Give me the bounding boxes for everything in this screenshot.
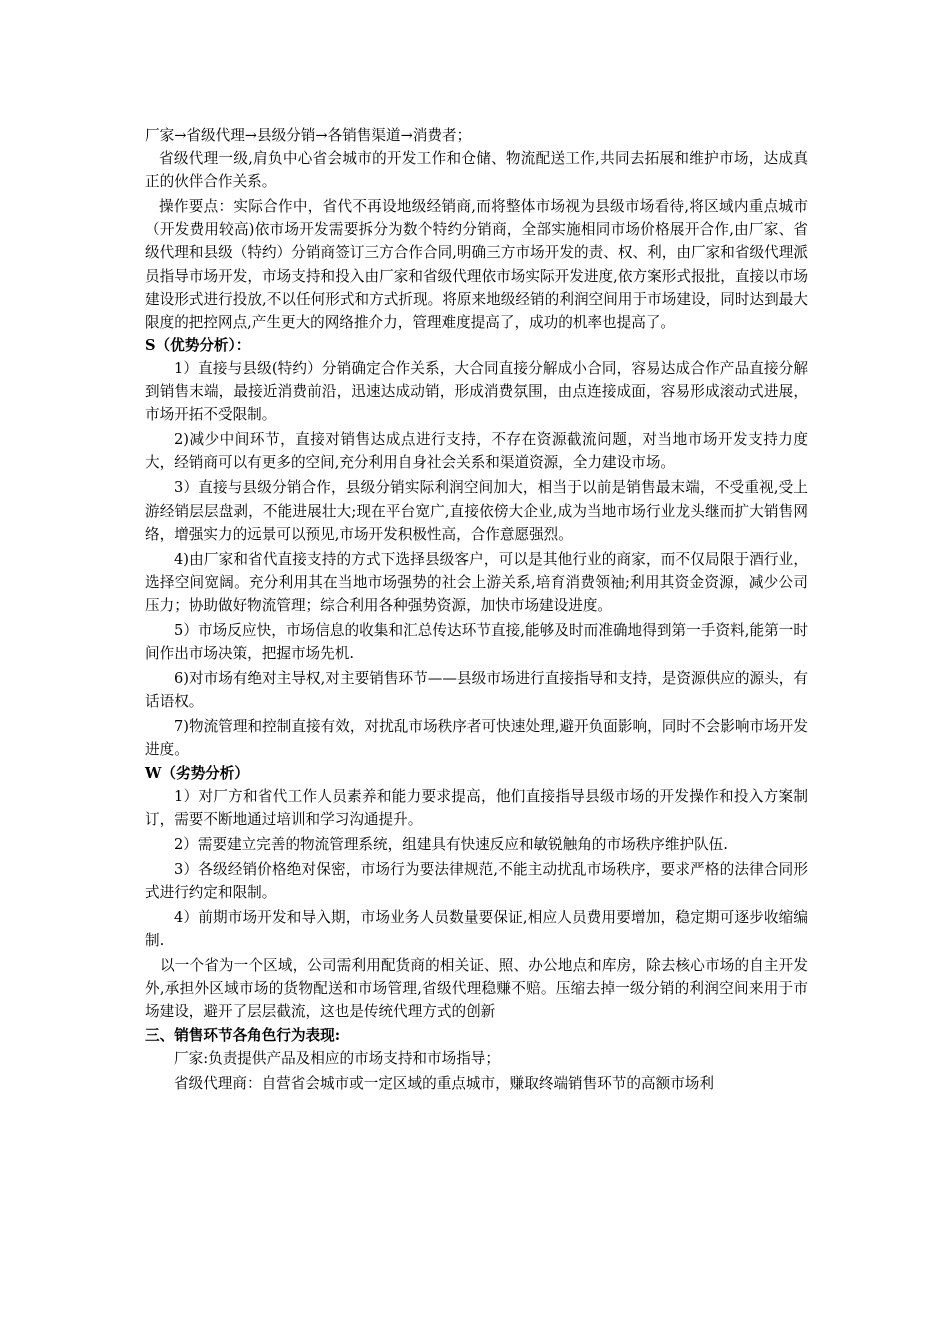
w-item-3: 3）各级经销价格绝对保密，市场行为要法律规范,不能主动扰乱市场秩序，要求严格的法律合同形式进行约定和限制。 — [145, 860, 808, 901]
w-item-4: 4）前期市场开发和导入期，市场业务人员数量要保证,相应人员费用要增加，稳定期可逐步收缩编制. — [145, 909, 808, 950]
document-body — [145, 124, 808, 1095]
s-item-2: 2)减少中间环节，直接对销售达成点进行支持，不存在资源截流问题，对当地市场开发支持力度大，经销商可以有更多的空间,充分利用自身社会关系和渠道资源，全力建设市场。 — [145, 431, 808, 472]
s-item-4: 4)由厂家和省代直接支持的方式下选择县级客户，可以是其他行业的商家，而不仅局限于酒行业，选择空间宽阔。充分利用其在当地市场强势的社会上游关系,培育消费领袖;利用其资金资源，减少公司压力；协助做好物流管理；综合利用各种强势资源，加快市场建设进度。 — [145, 550, 808, 614]
w-item-2: 2）需要建立完善的物流管理系统，组建具有快速反应和敏锐触角的市场秩序维护队伍. — [174, 835, 728, 853]
s-heading: S（优势分析）： — [145, 336, 251, 354]
operation-paragraph: 操作要点：实际合作中，省代不再设地级经销商,而将整体市场视为县级市场看待,将区域内重点城市（开发费用较高)依市场开发需要拆分为数个特约分销商，全部实施相同市场价格展开合作,由厂家、省级代理和县级（特约）分销商签订三方合作合同,明确三方市场开发的责、权、利，由厂家和省级代理派员指导市场开发，市场支持和投入由厂家和省级代理依市场实际开发进度,依方案形式报批，直接以市场建设形式进行投放,不以任何形式和方式折现。将原来地级经销的利润空间用于市场建设，同时达到最大限度的把控网点,产生更大的网络推介力，管理难度提高了，成功的机率也提高了。 — [145, 198, 808, 331]
provincial-paragraph: 省级代理一级,肩负中心省会城市的开发工作和仓储、物流配送工作,共同去拓展和维护市场，达成真正的伙伴合作关系。 — [145, 150, 808, 191]
chain-paragraph: 厂家→省级代理→县级分销→各销售渠道→消费者； — [145, 127, 472, 144]
s-item-6: 6)对市场有绝对主导权,对主要销售环节——县级市场进行直接指导和支持，是资源供应的源头，有话语权。 — [145, 670, 808, 711]
section-3-heading: 三、销售环节各角色行为表现: — [145, 1026, 341, 1044]
s-item-5: 5）市场反应快，市场信息的收集和汇总传达环节直接,能够及时而准确地得到第一手资料,能第一时间作出市场决策，把握市场先机. — [145, 621, 808, 663]
w-heading: W（劣势分析） — [145, 764, 249, 782]
provincial-agent-role: 省级代理商：自营省会城市或一定区域的重点城市，赚取终端销售环节的高额市场利 — [174, 1074, 714, 1092]
s-item-7: 7)物流管理和控制直接有效，对扰乱市场秩序者可快速处理,避开负面影响，同时不会影响市场开发进度。 — [145, 718, 808, 759]
w-item-1: 1）对厂方和省代工作人员素养和能力要求提高，他们直接指导县级市场的开发操作和投入方案制订，需要不断地通过培训和学习沟通提升。 — [145, 787, 808, 828]
summary-paragraph: 以一个省为一个区域，公司需利用配货商的相关证、照、办公地点和库房，除去核心市场的自主开发外,承担外区域市场的货物配送和市场管理,省级代理稳赚不赔。压缩去掉一级分销的利润空间来用于市场建设，避开了层层截流，这也是传统代理方式的创新 — [145, 957, 808, 1021]
s-item-1: 1）直接与县级(特约）分销确定合作关系，大合同直接分解成小合同，容易达成合作产品直接分解到销售末端，最接近消费前沿，迅速达成动销，形成消费氛围，由点连接成面，容易形成滚动式进展，市场开拓不受限制。 — [145, 359, 808, 424]
manufacturer-role: 厂家:负责提供产品及相应的市场支持和市场指导； — [174, 1049, 500, 1067]
s-item-3: 3）直接与县级分销合作，县级分销实际利润空间加大，相当于以前是销售最末端，不受重视,受上游经销层层盘剥，不能进展壮大;现在平台宽广,直接依傍大企业,成为当地市场行业龙头继而扩大销售网络，增强实力的远景可以预见,市场开发积极性高，合作意愿强烈。 — [145, 479, 808, 543]
